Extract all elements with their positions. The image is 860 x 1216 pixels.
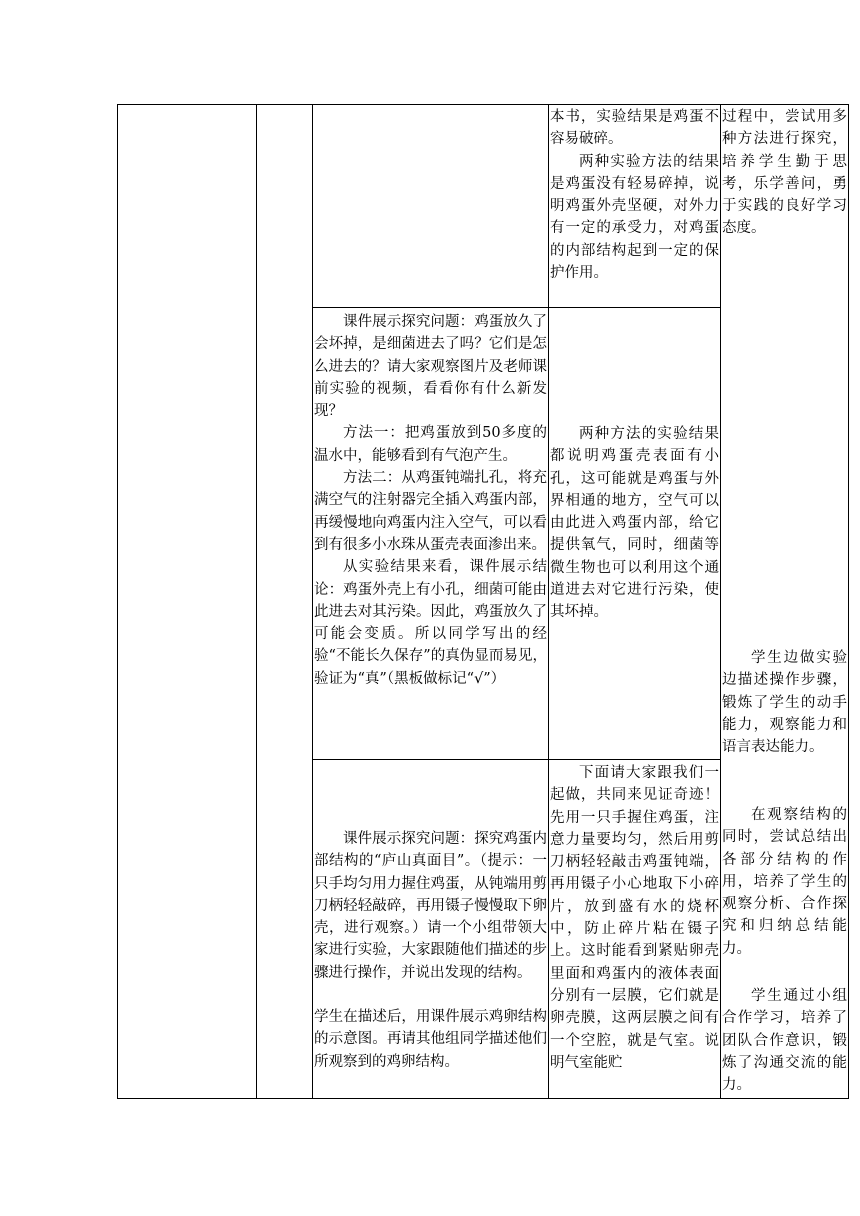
row2-teacher-text-4: 从实验结果来看，课件展示结论：鸡蛋外壳上有小孔，细菌可能由此进去对其污染。因此，鸡蛋放久了可能会变质。所以同学写出的经验“不能长久保存”的真伪显而易见，验证为“真”（黑板做标记“√”） (314, 559, 547, 687)
intent-cell-4 (722, 985, 847, 1097)
row-divider-1 (312, 307, 721, 308)
row3-teacher-text-1: 课件展示探究问题：探究鸡蛋内部结构的“庐山真面目”。（提示：一只手均匀用力握住鸡蛋，从钝端用剪刀柄轻轻敲碎，再用镊子慢慢取下卵壳，进行观察。）请一个小组带领大家进行实验，大家跟随他们描述的步骤进行操作，并说出发现的结构。 (314, 831, 547, 981)
row3-student-cell (550, 762, 719, 1096)
paragraph-gap (314, 984, 547, 1006)
row2-student-cell (550, 423, 719, 653)
row1-student-cell (550, 106, 719, 306)
table-border-left (117, 104, 118, 1099)
row2-teacher-text-1: 课件展示探究问题：鸡蛋放久了会坏掉，是细菌进去了吗？它们是怎么进去的？请大家观察图片及老师课前实验的视频，看看你有什么新发现？ (314, 314, 547, 420)
row1-student-text-1: 本书，实验结果是鸡蛋不容易破碎。 (550, 109, 719, 148)
row3-student-text: 下面请大家跟我们一起做，共同来见证奇迹！先用一只手握住鸡蛋，注意力量要均匀，然后用剪刀柄轻轻敲击鸡蛋钝端，再用镊子小心地取下小碎片，放到盛有水的烧杯中，防止碎片粘在镊子上。这时能看到紧贴卵壳里面和鸡蛋内的液体表面分别有一层膜，它们就是卵壳膜，这两层膜之间有一个空腔，就是气室。说明气室能贮 (550, 765, 719, 1071)
intent-cell-2 (722, 647, 847, 767)
row2-teacher-cell (314, 311, 547, 758)
column-divider-4 (720, 104, 721, 1099)
row3-teacher-text-2: 学生在描述后，用课件展示鸡卵结构的示意图。再请其他组同学描述他们所观察到的鸡卵结构。 (314, 1009, 547, 1070)
row2-teacher-text-3: 方法二：从鸡蛋钝端扎孔，将充满空气的注射器完全插入鸡蛋内部，再缓慢地向鸡蛋内注入空气，可以看到有很多小水珠从蛋壳表面渗出来。 (314, 470, 547, 553)
table-border-right (848, 104, 849, 1099)
column-divider-1 (256, 104, 257, 1099)
intent-text-4: 学生通过小组合作学习，培养了团队合作意识，锻炼了沟通交流的能力。 (722, 988, 847, 1094)
row-divider-2 (312, 759, 721, 760)
intent-text-2: 学生边做实验边描述操作步骤，锻炼了学生的动手能力，观察能力和语言表达能力。 (722, 650, 847, 756)
intent-text-3: 在观察结构的同时，尝试总结出各部分结构的作用，培养了学生的观察分析、合作探究和归纳总结能力。 (722, 807, 847, 957)
column-divider-2 (312, 104, 313, 1099)
column-divider-3 (548, 104, 549, 1099)
intent-text-1: 过程中，尝试用多种方法进行探究，培养学生勤于思考，乐学善问，勇于实践的良好学习态度。 (722, 109, 847, 237)
table-border-top (117, 104, 849, 105)
row1-student-text-2: 两种实验方法的结果是鸡蛋没有轻易碎掉，说明鸡蛋外壳坚硬，对外力有一定的承受力，对鸡蛋的内部结构起到一定的保护作用。 (550, 153, 719, 282)
row3-teacher-cell (314, 828, 547, 1096)
intent-cell-3 (722, 804, 847, 957)
row2-teacher-text-2: 方法一：把鸡蛋放到50多度的温水中，能够看到有气泡产生。 (314, 425, 547, 464)
table-border-bottom (117, 1098, 849, 1099)
row2-student-text: 两种方法的实验结果都说明鸡蛋壳表面有小孔，这可能就是鸡蛋与外界相通的地方，空气可以由此进入鸡蛋内部，给它提供氧气，同时，细菌等微生物也可以利用这个通道进去对它进行污染，使其坏掉。 (550, 426, 719, 621)
